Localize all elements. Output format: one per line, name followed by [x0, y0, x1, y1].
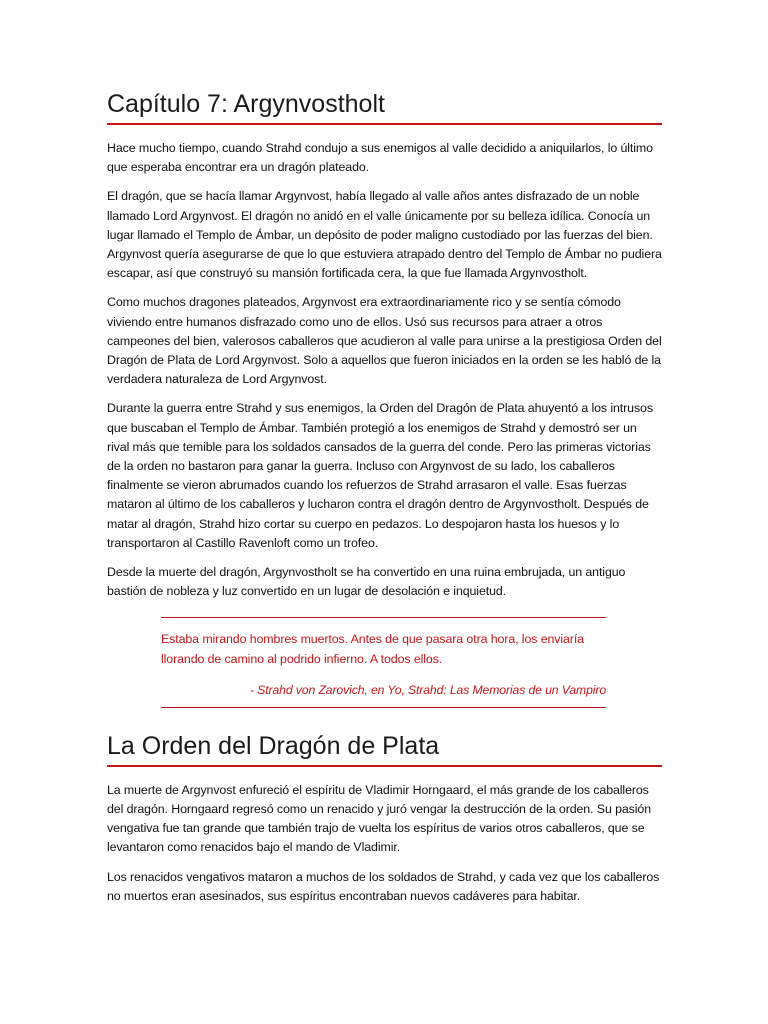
quote-attribution: - Strahd von Zarovich, en Yo, Strahd: Las Memorias de un Vampiro: [249, 682, 606, 697]
section-title: La Orden del Dragón de Plata: [107, 730, 662, 767]
quote-block: [161, 617, 606, 707]
document-page: [107, 88, 662, 916]
chapter-paragraph: Hace mucho tiempo, cuando Strahd condujo a sus enemigos al valle decidido a aniquilarlos, lo último que esperaba encontrar era un dragón plateado.: [107, 141, 653, 175]
chapter-paragraph: Durante la guerra entre Strahd y sus enemigos, la Orden del Dragón de Plata ahuyentó a los intrusos que buscaban el Templo de Ámbar. También protegió a los enemigos de Strahd y demostró ser un rival más que temible para los soldados cansados de la guerra del conde. Pero las primeras victorias de la orden no bastaron para ganar la guerra. Incluso con Argynvost de su lado, los caballeros finalmente se vieron abrumados cuando los refuerzos de Strahd arrasaron el valle. Esas fuerzas mataron al último de los caballeros y lucharon contra el dragón dentro de Argynvostholt. Después de matar al dragón, Strahd hizo cortar su cuerpo en pedazos. Lo despojaron hasta los huesos y lo transportaron al Castillo Ravenloft como un trofeo.: [107, 401, 653, 550]
chapter-paragraph: Como muchos dragones plateados, Argynvost era extraordinariamente rico y se sentía cómodo viviendo entre humanos disfrazado como uno de ellos. Usó sus recursos para atraer a otros campeones del bien, valerosos caballeros que acudieron al valle para unirse a la prestigiosa Orden del Dragón de Plata de Lord Argynvost. Solo a aquellos que fueron iniciados en la orden se les habló de la verdadera naturaleza de Lord Argynvost.: [107, 295, 662, 387]
section-paragraph: La muerte de Argynvost enfureció el espíritu de Vladimir Horngaard, el más grande de los caballeros del dragón. Horngaard regresó como un renacido y juró vengar la destrucción de la orden. Su pasión vengativa fue tan grande que también trajo de vuelta los espíritus de varios otros caballeros, que se levantaron como renacidos bajo el mando de Vladimir.: [107, 782, 651, 855]
section-paragraph: Los renacidos vengativos mataron a muchos de los soldados de Strahd, y cada vez que los caballeros no muertos eran asesinados, sus espíritus encontraban nuevos cadáveres para habitar.: [107, 869, 660, 903]
chapter-paragraph: El dragón, que se hacía llamar Argynvost, había llegado al valle años antes disfrazado de un noble llamado Lord Argynvost. El dragón no anidó en el valle únicamente por su belleza idílica. Conocía un lugar llamado el Templo de Ámbar, un depósito de poder maligno custodiado por las fuerzas del bien. Argynvost quería asegurarse de que lo que estuviera atrapado dentro del Templo de Ámbar no pudiera escapar, así que construyó su mansión fortificada cera, la que fue llamada Argynvostholt.: [107, 189, 662, 281]
chapter-title: Capítulo 7: Argynvostholt: [107, 88, 662, 125]
quote-text: Estaba mirando hombres muertos. Antes de que pasara otra hora, los enviaría llorando de camino al podrido infierno. A todos ellos.: [161, 632, 584, 666]
chapter-paragraph: Desde la muerte del dragón, Argynvostholt se ha convertido en una ruina embrujada, un antiguo bastión de nobleza y luz convertido en un lugar de desolación e inquietud.: [107, 565, 626, 599]
